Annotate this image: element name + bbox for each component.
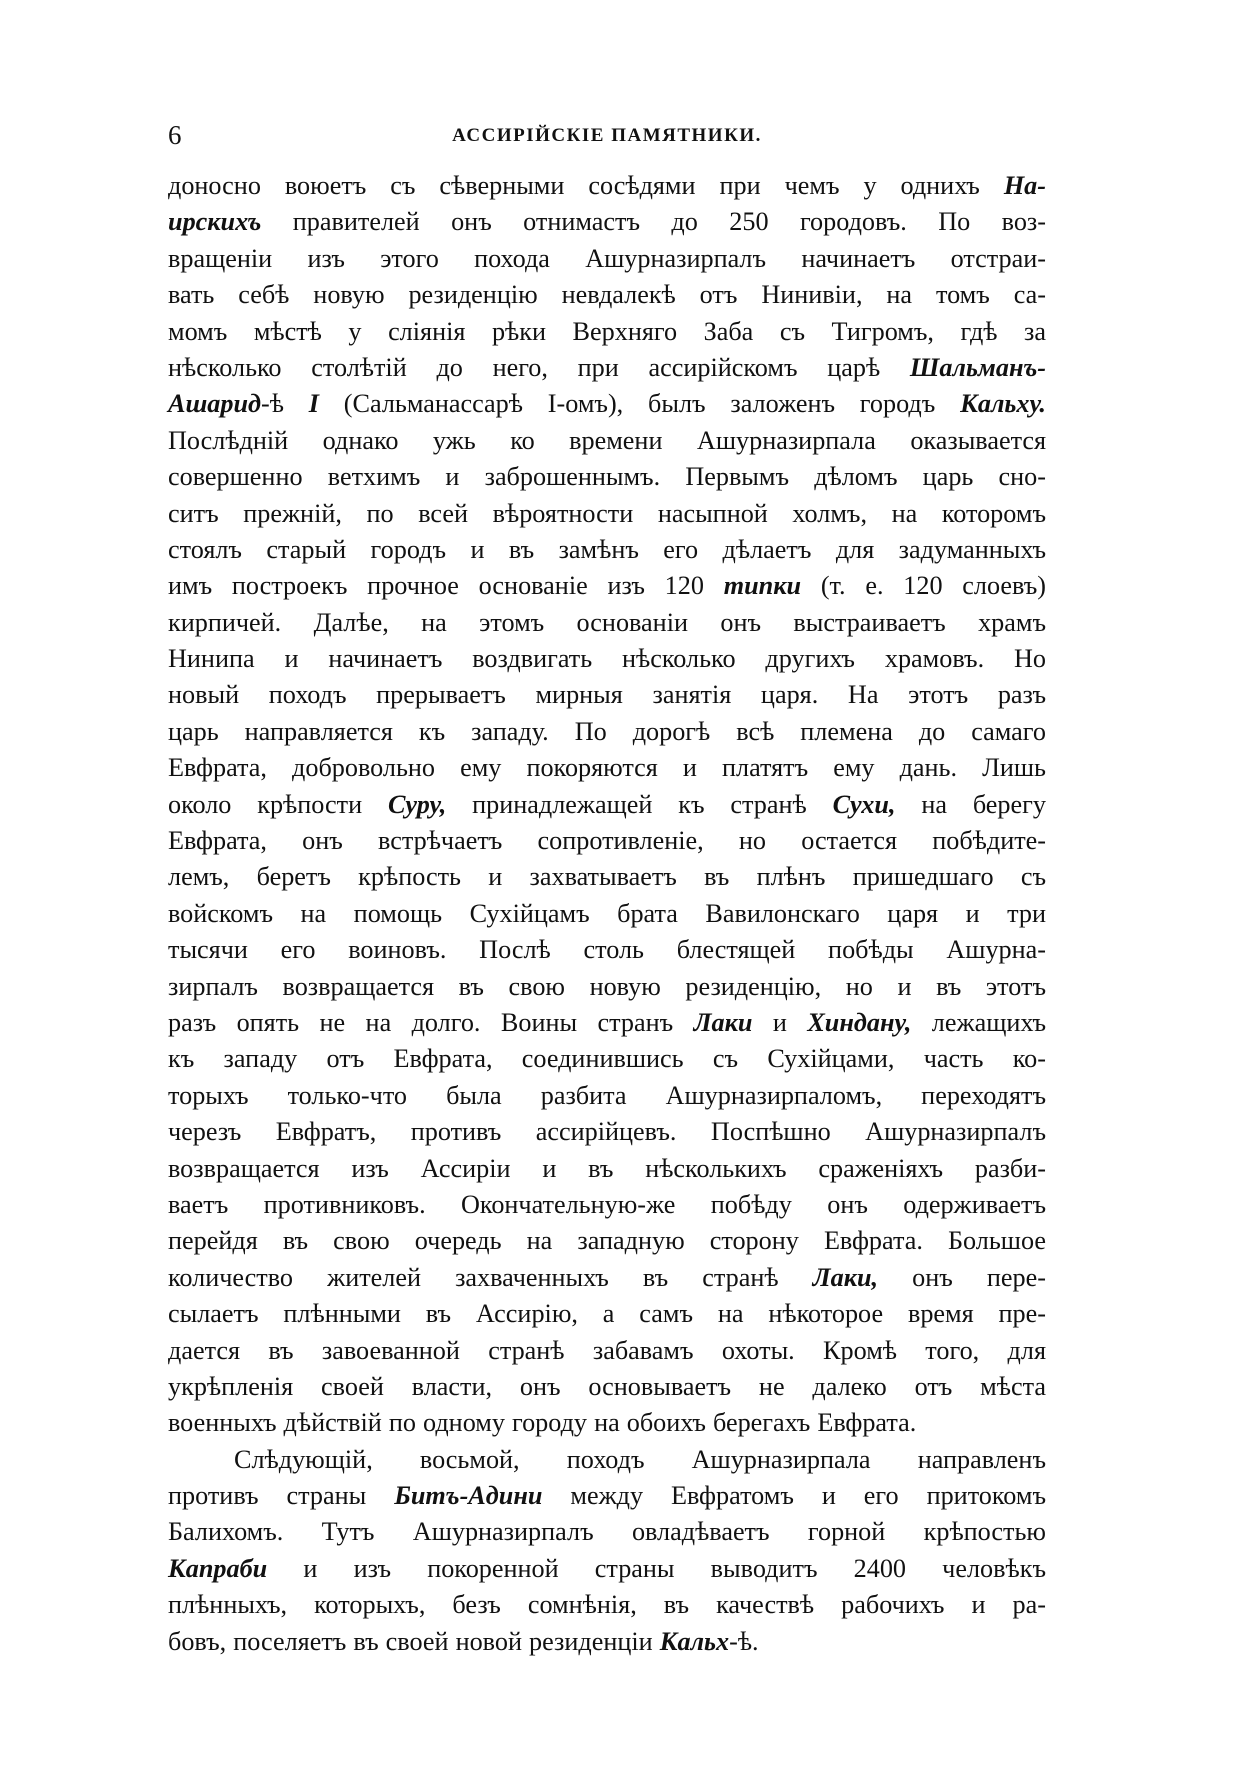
text-run: (т. е. 120 слоевъ) bbox=[801, 571, 1046, 601]
text-run: на берегу bbox=[895, 789, 1046, 819]
text-line bbox=[168, 1478, 1046, 1514]
text-run: царь направляется къ западу. По дорогѣ всѣ племена до самаго bbox=[168, 716, 1046, 746]
italic-proper-name: I bbox=[308, 389, 319, 419]
text-line bbox=[168, 859, 1046, 895]
text-run: дается въ завоеванной странѣ забавамъ охоты. Кромѣ того, для bbox=[168, 1335, 1046, 1365]
text-run: около крѣпости bbox=[168, 789, 388, 819]
text-run: зирпалъ возвращается въ свою новую резиденцію, но и въ этотъ bbox=[168, 971, 1046, 1001]
italic-proper-name: На- bbox=[1003, 171, 1046, 200]
text-line bbox=[168, 896, 1046, 932]
text-line bbox=[168, 1223, 1046, 1259]
text-run: къ западу отъ Евфрата, соединившись съ Сухійцами, часть ко- bbox=[168, 1044, 1046, 1074]
text-line bbox=[168, 1114, 1046, 1150]
text-run: и bbox=[752, 1007, 808, 1037]
text-line bbox=[168, 1333, 1046, 1369]
text-line bbox=[168, 787, 1046, 823]
text-line bbox=[168, 605, 1046, 641]
italic-proper-name: Капраби bbox=[168, 1553, 268, 1583]
text-line bbox=[168, 1260, 1046, 1296]
text-run: вращеніи изъ этого похода Ашурназирпалъ начинаетъ отстраи- bbox=[168, 243, 1046, 273]
text-line bbox=[168, 314, 1046, 350]
text-line bbox=[168, 241, 1046, 277]
text-line bbox=[168, 204, 1046, 240]
text-line bbox=[168, 277, 1046, 313]
text-run: Евфрата, добровольно ему покоряются и платятъ ему дань. Лишь bbox=[168, 753, 1046, 783]
text-line bbox=[168, 496, 1046, 532]
text-run: сылаетъ плѣнными въ Ассирію, а самъ на нѣкоторое время пре- bbox=[168, 1299, 1046, 1329]
italic-proper-name: Лаки bbox=[693, 1007, 753, 1037]
text-run: плѣнныхъ, которыхъ, безъ сомнѣнія, въ качествѣ рабочихъ и ра- bbox=[168, 1590, 1046, 1620]
text-line bbox=[168, 532, 1046, 568]
text-run: Балихомъ. Тутъ Ашурназирпалъ овладѣваетъ горной крѣпостью bbox=[168, 1517, 1046, 1547]
text-run: онъ пере- bbox=[878, 1262, 1046, 1292]
text-line bbox=[168, 1296, 1046, 1332]
book-page bbox=[168, 118, 1046, 1660]
text-run: количество жителей захваченныхъ въ странѣ bbox=[168, 1262, 813, 1292]
italic-proper-name: Кальх bbox=[659, 1626, 730, 1656]
page-number: 6 bbox=[168, 120, 182, 150]
text-line bbox=[168, 1041, 1046, 1077]
text-line bbox=[168, 1587, 1046, 1623]
text-run: и изъ покоренной страны выводитъ 2400 человѣкъ bbox=[267, 1553, 1046, 1583]
text-line bbox=[168, 714, 1046, 750]
text-run: ваетъ противниковъ. Окончательную-же побѣду онъ одерживаетъ bbox=[168, 1189, 1046, 1219]
text-line bbox=[168, 969, 1046, 1005]
italic-proper-name: Хиндану, bbox=[807, 1007, 912, 1037]
text-run: принадлежащей къ странѣ bbox=[446, 789, 833, 819]
text-run: противъ страны bbox=[168, 1481, 395, 1511]
text-run: -ѣ. bbox=[729, 1626, 759, 1656]
text-line bbox=[168, 423, 1046, 459]
text-line bbox=[168, 1514, 1046, 1550]
text-run: Слѣдующій, восьмой, походъ Ашурназирпала направленъ bbox=[234, 1444, 1046, 1474]
text-line bbox=[168, 932, 1046, 968]
text-run: лежащихъ bbox=[911, 1007, 1047, 1037]
text-run: стоялъ старый городъ и въ замѣнъ его дѣлаетъ для задуманныхъ bbox=[168, 534, 1046, 564]
text-line bbox=[168, 386, 1046, 422]
text-line bbox=[168, 1369, 1046, 1405]
text-line bbox=[168, 641, 1046, 677]
text-run: между Евфратомъ и его притокомъ bbox=[542, 1481, 1046, 1511]
text-line bbox=[168, 1005, 1046, 1041]
text-line bbox=[168, 1078, 1046, 1114]
text-line bbox=[168, 1405, 1046, 1441]
text-run: (Сальманассарѣ I-омъ), былъ заложенъ городъ bbox=[318, 389, 961, 419]
text-run: войскомъ на помощь Сухійцамъ брата Вавилонскаго царя и три bbox=[168, 898, 1046, 928]
text-line bbox=[168, 350, 1046, 386]
text-run: возвращается изъ Ассиріи и въ нѣсколькихъ сраженіяхъ разби- bbox=[168, 1153, 1046, 1183]
text-line bbox=[168, 459, 1046, 495]
text-run: момъ мѣстѣ у сліянія рѣки Верхняго Заба съ Тигромъ, гдѣ за bbox=[168, 316, 1046, 346]
text-run: новый походъ прерываетъ мирныя занятія царя. На этотъ разъ bbox=[168, 680, 1046, 710]
text-run: -ѣ bbox=[261, 389, 309, 419]
text-run: укрѣпленія своей власти, онъ основываетъ не далеко отъ мѣста bbox=[168, 1371, 1046, 1401]
italic-proper-name: Ашарид bbox=[168, 389, 262, 419]
text-run: Евфрата, онъ встрѣчаетъ сопротивленіе, но остается побѣдите- bbox=[168, 826, 1046, 856]
text-line bbox=[168, 568, 1046, 604]
text-line bbox=[168, 823, 1046, 859]
text-run: перейдя въ свою очередь на западную сторону Евфрата. Большое bbox=[168, 1226, 1046, 1256]
body-text bbox=[168, 168, 1046, 1660]
running-title: АССИРІЙСКІЕ ПАМЯТНИКИ. bbox=[452, 125, 762, 146]
text-run: лемъ, беретъ крѣпость и захватываетъ въ плѣнъ пришедшаго съ bbox=[168, 862, 1046, 892]
italic-proper-name: Битъ-Адини bbox=[394, 1481, 543, 1511]
text-line bbox=[168, 1551, 1046, 1587]
text-line bbox=[168, 1624, 1046, 1660]
page-header bbox=[168, 118, 1046, 152]
italic-proper-name: типки bbox=[723, 571, 802, 601]
italic-proper-name: Шальманъ- bbox=[909, 352, 1046, 382]
text-line bbox=[168, 1151, 1046, 1187]
text-run: имъ построекъ прочное основаніе изъ 120 bbox=[168, 571, 724, 601]
text-run: правителей онъ отнимастъ до 250 городовъ. По воз- bbox=[261, 207, 1046, 237]
text-line bbox=[168, 1442, 1046, 1478]
text-run: Нинипа и начинаетъ воздвигать нѣсколько другихъ храмовъ. Но bbox=[168, 644, 1046, 674]
italic-proper-name: Кальху. bbox=[960, 389, 1046, 419]
italic-proper-name: Сухи, bbox=[832, 789, 896, 819]
text-run: доносно воюетъ съ сѣверными сосѣдями при чемъ у однихъ bbox=[168, 171, 1004, 200]
text-run: кирпичей. Далѣе, на этомъ основаніи онъ выстраиваетъ храмъ bbox=[168, 607, 1046, 637]
text-run: черезъ Евфратъ, противъ ассирійцевъ. Поспѣшно Ашурназирпалъ bbox=[168, 1117, 1046, 1147]
text-run: разъ опять не на долго. Воины странъ bbox=[168, 1007, 694, 1037]
text-line bbox=[168, 1187, 1046, 1223]
text-run: военныхъ дѣйствій по одному городу на обоихъ берегахъ Евфрата. bbox=[168, 1408, 917, 1438]
text-run: торыхъ только-что была разбита Ашурназирпаломъ, переходятъ bbox=[168, 1080, 1046, 1110]
text-run: совершенно ветхимъ и заброшеннымъ. Первымъ дѣломъ царь сно- bbox=[168, 462, 1046, 492]
text-line bbox=[168, 168, 1046, 204]
text-run: вать себѣ новую резиденцію невдалекѣ отъ Нинивіи, на томъ са- bbox=[168, 280, 1046, 310]
italic-proper-name: Лаки, bbox=[812, 1262, 879, 1292]
text-run: нѣсколько столѣтій до него, при ассирійскомъ царѣ bbox=[168, 352, 910, 382]
text-run: Послѣдній однако ужь ко времени Ашурназирпала оказывается bbox=[168, 425, 1046, 455]
text-line bbox=[168, 750, 1046, 786]
text-run: бовъ, поселяетъ въ своей новой резиденціи bbox=[168, 1626, 660, 1656]
italic-proper-name: ирскихъ bbox=[168, 207, 262, 237]
text-run: ситъ прежній, по всей вѣроятности насыпной холмъ, на которомъ bbox=[168, 498, 1046, 528]
italic-proper-name: Суру, bbox=[387, 789, 447, 819]
text-line bbox=[168, 677, 1046, 713]
text-run: тысячи его воиновъ. Послѣ столь блестящей побѣды Ашурна- bbox=[168, 935, 1046, 965]
